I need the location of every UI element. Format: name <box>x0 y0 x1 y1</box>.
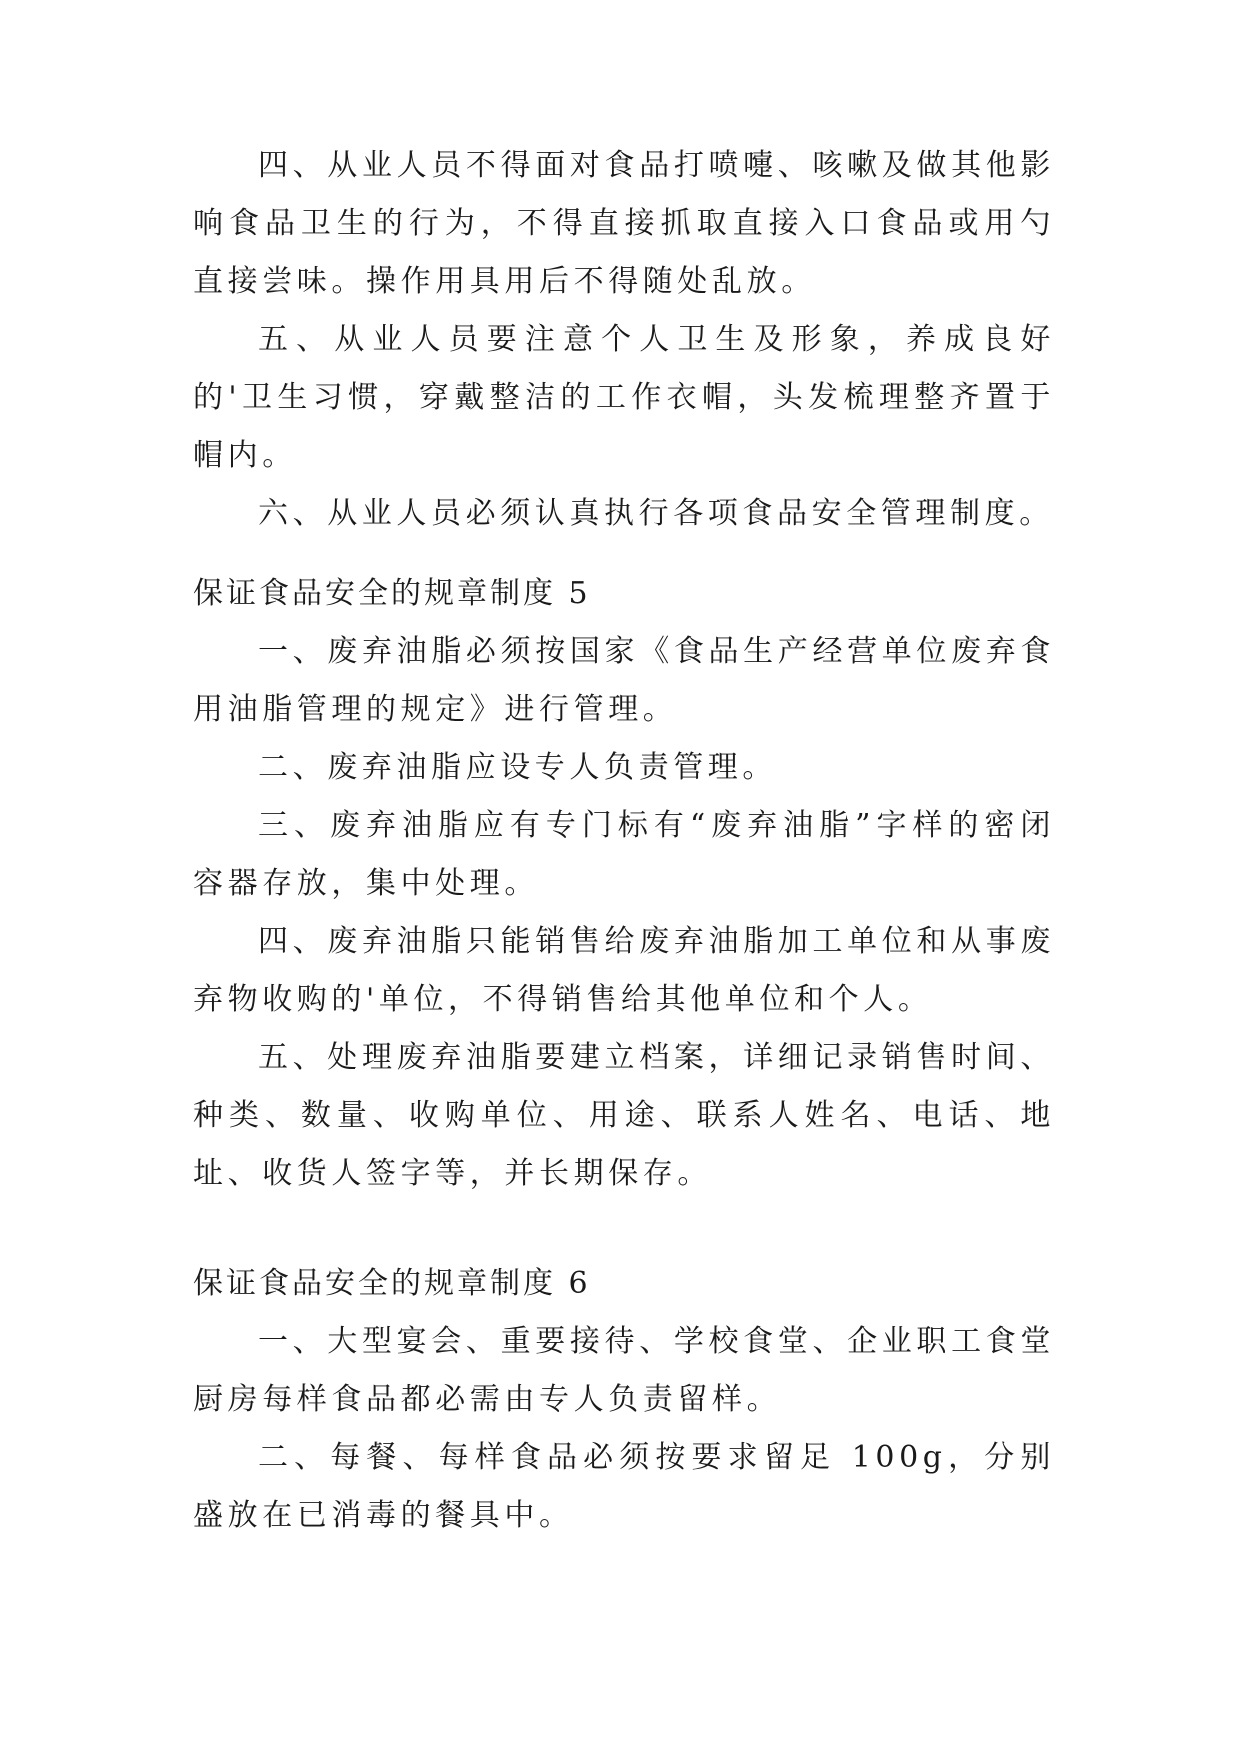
section-heading: 保证食品安全的规章制度 6 <box>193 1266 591 1301</box>
section-heading: 保证食品安全的规章制度 5 <box>193 576 591 611</box>
paragraph: 五、从业人员要注意个人卫生及形象，养成良好的'卫生习惯，穿戴整洁的工作衣帽，头发梳理整齐置于帽内。 <box>193 322 1055 473</box>
paragraph: 三、废弃油脂应有专门标有“废弃油脂”字样的密闭容器存放，集中处理。 <box>193 808 1055 901</box>
section-6 <box>193 1255 1055 1545</box>
paragraph: 二、每餐、每样食品必须按要求留足 100g，分别盛放在已消毒的餐具中。 <box>193 1440 1055 1533</box>
paragraph: 四、从业人员不得面对食品打喷嚏、咳嗽及做其他影响食品卫生的行为，不得直接抓取直接入口食品或用勺直接尝味。操作用具用后不得随处乱放。 <box>193 148 1055 299</box>
paragraph: 四、废弃油脂只能销售给废弃油脂加工单位和从事废弃物收购的'单位，不得销售给其他单位和个人。 <box>193 924 1055 1017</box>
paragraph: 一、大型宴会、重要接待、学校食堂、企业职工食堂厨房每样食品都必需由专人负责留样。 <box>193 1324 1055 1417</box>
paragraph: 六、从业人员必须认真执行各项食品安全管理制度。 <box>258 496 1054 531</box>
paragraph: 一、废弃油脂必须按国家《食品生产经营单位废弃食用油脂管理的规定》进行管理。 <box>193 634 1055 727</box>
paragraph: 二、废弃油脂应设专人负责管理。 <box>258 750 777 785</box>
section-top <box>193 137 1055 543</box>
paragraph: 五、处理废弃油脂要建立档案，详细记录销售时间、种类、数量、收购单位、用途、联系人姓名、电话、地址、收货人签字等，并长期保存。 <box>193 1040 1055 1191</box>
section-5 <box>193 565 1055 1203</box>
